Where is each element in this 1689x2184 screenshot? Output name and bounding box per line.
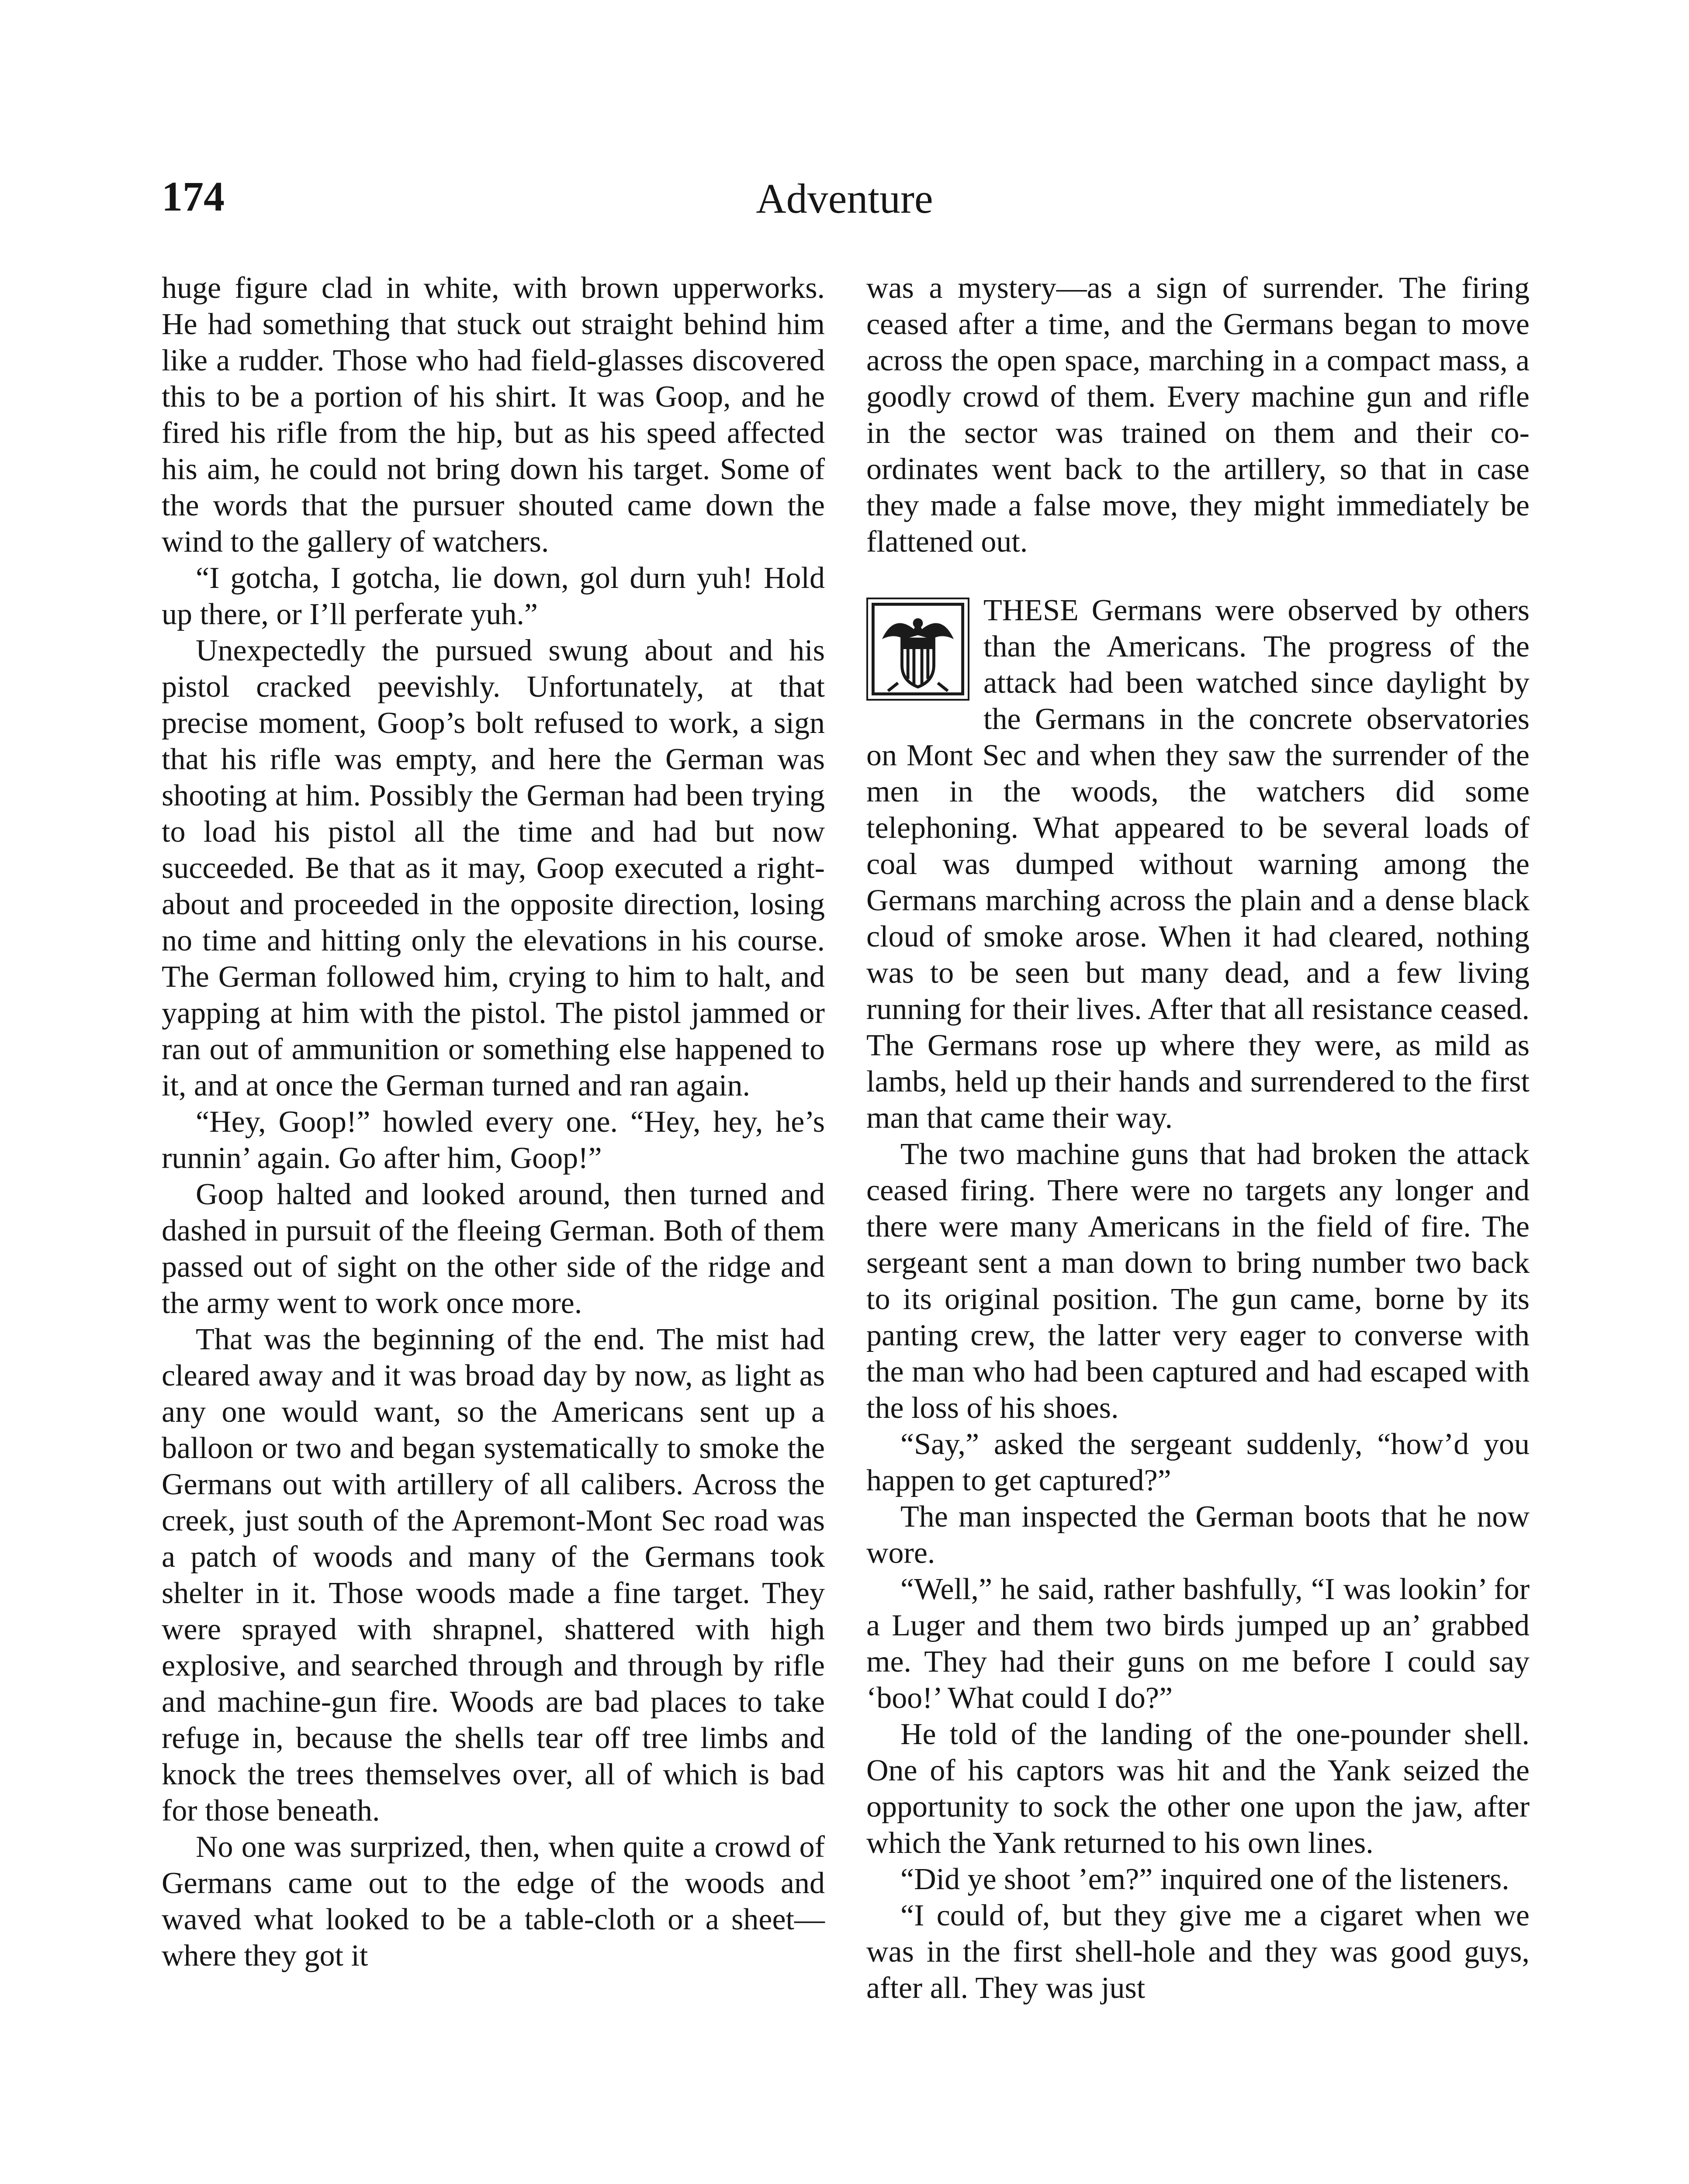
paragraph: “Hey, Goop!” howled every one. “Hey, hey, he’s runnin’ again. Go after him, Goop!” [162, 1105, 825, 1175]
paragraph: “Did ye shoot ’em?” inquired one of the listeners. [900, 1863, 1509, 1896]
paragraph: Goop halted and looked around, then turned and dashed in pursuit of the fleeing German. Both of them passed out of sight on the other side of the ridge and the army went to work once more. [162, 1178, 825, 1320]
eagle-shield-icon [866, 598, 969, 701]
paragraph: Unexpectedly the pursued swung about and his pistol cracked peevishly. Unfortunately, at that precise moment, Goop’s bolt refused to work, a sign that his rifle was empty, and here the German was shooting at him. Possibly the German had been trying to load his pistol all the time and had but now succeeded. Be that as it may, Goop executed a right-about and proceeded in the opposite direction, losing no time and hitting only the elevations in his course. The German followed him, crying to him to halt, and yapping at him with the pistol. The pistol jammed or ran out of ammunition or something else happened to it, and at once the German turned and ran again. [162, 634, 825, 1102]
paragraph: huge figure clad in white, with brown upperworks. He had something that stuck out straight behind him like a rudder. Those who had field-glasses discovered this to be a portion of his shirt. It was Goop, and he fired his rifle from the hip, but as his speed affected his aim, he could not bring down his target. Some of the words that the pursuer shouted came down the wind to the gallery of watchers. [162, 271, 825, 559]
paragraph: was a mystery—as a sign of surrender. The firing ceased after a time, and the Germans began to move across the open space, marching in a compact mass, a goodly crowd of them. Every machine gun and rifle in the sector was trained on them and their co-ordinates went back to the artillery, so that in case they made a false move, they might immediately be flattened out. [866, 271, 1530, 559]
paragraph: “I gotcha, I gotcha, lie down, gol durn yuh! Hold up there, or I’ll perferate yuh.” [162, 561, 825, 631]
paragraph: No one was surprized, then, when quite a crowd of Germans came out to the edge of the woods and waved what looked to be a table-cloth or a sheet—where they got it [162, 1830, 825, 1973]
paragraph: He told of the landing of the one-pounder shell. One of his captors was hit and the Yank seized the opportunity to sock the other one upon the jaw, after which the Yank returned to his own lines. [866, 1717, 1530, 1860]
section-text: THESE Germans were observed by others than the Americans. The progress of the attack had been watched since daylight by the Germans in the concrete observatories on Mont Sec and when they saw the surrender of the men in the woods, the watchers did some telephoning. What appeared to be several loads of coal was dumped without warning among the Germans marching across the plain and a dense black cloud of smoke arose. When it had cleared, nothing was to be seen but many dead, and a few living running for their lives. After that all resistance ceased. The Germans rose up where they were, as mild as lambs, held up their hands and surrendered to the first man that came their way. [866, 594, 1530, 1135]
paragraph: “I could of, but they give me a cigaret when we was in the first shell-hole and they was good guys, after all. They was just [866, 1899, 1530, 2005]
page-number: 174 [162, 173, 225, 220]
right-column [866, 270, 1530, 2006]
section-start-paragraph [866, 592, 1530, 1136]
paragraph: The two machine guns that had broken the attack ceased firing. There were no targets any longer and there were many Americans in the field of fire. The sergeant sent a man down to bring number two back to its original position. The gun came, borne by its panting crew, the latter very eager to converse with the man who had been captured and had escaped with the loss of his shoes. [866, 1137, 1530, 1425]
paragraph: “Well,” he said, rather bashfully, “I was lookin’ for a Luger and them two birds jumped up an’ grabbed me. They had their guns on me before I could say ‘boo!’ What could I do?” [866, 1572, 1530, 1715]
paragraph: The man inspected the German boots that he now wore. [866, 1500, 1530, 1570]
left-column [162, 270, 825, 1974]
paragraph: That was the beginning of the end. The mist had cleared away and it was broad day by now, as light as any one would want, so the Americans sent up a balloon or two and began systematically to smoke the Germans out with artillery of all calibers. Across the creek, just south of the Apremont-Mont Sec road was a patch of woods and many of the Germans took shelter in it. Those woods made a fine target. They were sprayed with shrapnel, shattered with high explosive, and searched through and through by rifle and machine-gun fire. Woods are bad places to take refuge in, because the shells tear off tree limbs and knock the trees themselves over, all of which is bad for those beneath. [162, 1323, 825, 1828]
paragraph: “Say,” asked the sergeant suddenly, “how’d you happen to get captured?” [866, 1427, 1530, 1497]
running-head: Adventure [756, 175, 933, 222]
